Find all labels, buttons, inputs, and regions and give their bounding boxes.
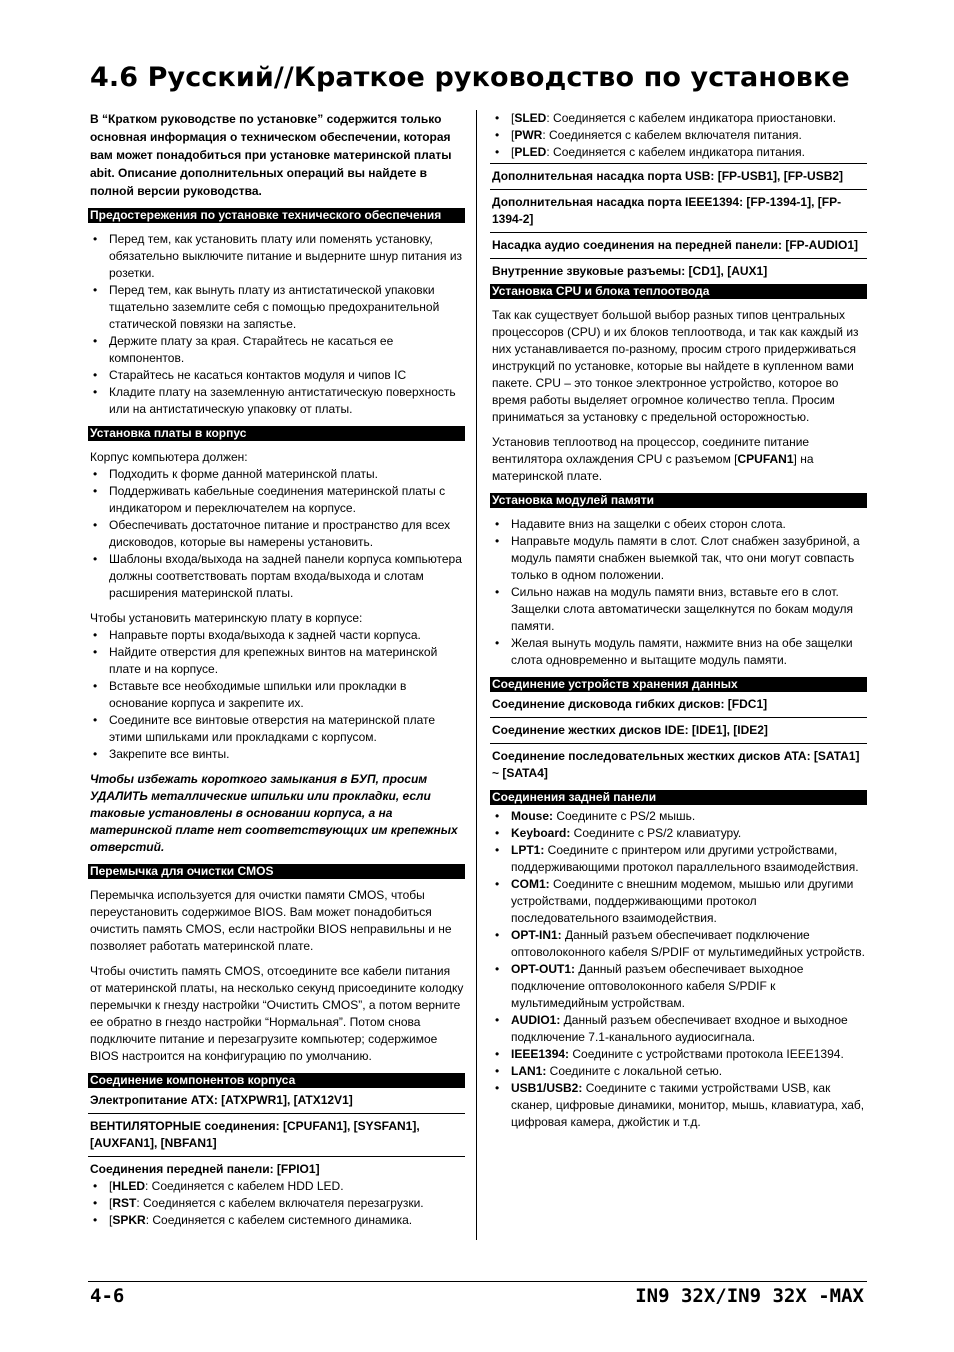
list-item: • Сильно нажав на модуль памяти вниз, вставьте его в слот. Защелки слота автоматически защелкнутся по бокам модуля памяти. — [490, 584, 867, 635]
list-item: • [HLED: Соединяется с кабелем HDD LED. — [88, 1178, 465, 1195]
list-item: • Кладите плату на заземленную антистатическую поверхность или на антистатическую упаковку от платы. — [88, 384, 465, 418]
list-item: • Держите плату за края. Старайтесь не касаться ее компонентов. — [88, 333, 465, 367]
column-divider — [476, 110, 477, 1240]
cpu-paragraph-1: Так как существует большой выбор разных типов центральных процессоров (CPU) и их блоков теплоотвода, и так как каждый из них устанавливается по-разному, просим строго придерживаться инструкций по установке, которые вы найдете в купленном вами пакете. CPU – это тонкое электронное устройство, которое во время работы выделяет огромное количество тепла. Просим приниматься за установку с предельной осторожностью. — [492, 308, 859, 424]
list-item: • Найдите отверстия для крепежных винтов на материнской плате и на корпусе. — [88, 644, 465, 678]
sata-connectors: Соединение последовательных жестких дисков ATA: [SATA1] ~ [SATA4] — [492, 749, 860, 780]
install-steps-intro: Чтобы установить материнскую плату в корпусе: — [90, 611, 363, 625]
list-item: • Обеспечивать достаточное питание и пространство для всех дисководов, которые вы намерены установить. — [88, 517, 465, 551]
list-item: • Подходить к форме данной материнской платы. — [88, 466, 465, 483]
list-item: • LPT1: Соедините с принтером или другими устройствами, поддерживающими протокол параллельного взаимодействия. — [490, 842, 867, 876]
front-panel-list-left — [88, 1178, 465, 1229]
section-heading-rear-panel: Соединения задней панели — [490, 790, 867, 805]
list-item: • Направьте порты входа/выхода к задней части корпуса. — [88, 627, 465, 644]
list-item: • LAN1: Соедините с локальной сетью. — [490, 1063, 867, 1080]
front-panel-connector: Соединения передней панели: [FPIO1] — [90, 1162, 320, 1176]
section-heading-case-components: Соединение компонентов корпуса — [88, 1073, 465, 1088]
ieee1394-header: Дополнительная насадка порта IEEE1394: [FP-1394-1], [FP-1394-2] — [490, 190, 867, 233]
list-item: • COM1: Соедините с внешним модемом, мышью или другими устройствами, поддерживающими протокол последовательного взаимодействия. — [490, 876, 867, 927]
list-item: • Перед тем, как вынуть плату из антистатической упаковки тщательно заземлите себя с помощью предохранительной статической повязки на запястье. — [88, 282, 465, 333]
list-item: • Шаблоны входа/выхода на задней панели корпуса компьютера должны соответствовать портам входа/выхода и слотам расширения материнской платы. — [88, 551, 465, 602]
list-item: • Желая вынуть модуль памяти, нажмите вниз на обе защелки слота одновременно и вытащите модуль памяти. — [490, 635, 867, 669]
fdc-connector: Соединение дисковода гибких дисков: [FDC1] — [490, 694, 867, 718]
rear-panel-list — [490, 808, 867, 1131]
atx-power-connector: Электропитание ATX: [ATXPWR1], [ATX12V1] — [88, 1090, 465, 1114]
section-heading-precautions: Предостережения по установке технического обеспечения — [88, 208, 465, 223]
cmos-paragraph-2: Чтобы очистить память CMOS, отсоедините все кабели питания от материнской платы, на несколько секунд присоедините колодку перемычки к гнезду настройки “Очистить CMOS”, а потом верните ее обратно в гнездо настройки “Нормальная”. Потом снова подключите питание и перезагрузите компьютер; содержимое BIOS настроится на конфигурацию по умолчанию. — [90, 964, 464, 1063]
list-item: • Keyboard: Соедините с PS/2 клавиатуру. — [490, 825, 867, 842]
left-column — [88, 110, 465, 1229]
list-item: • IEEE1394: Соедините с устройствами протокола IEEE1394. — [490, 1046, 867, 1063]
install-steps-list — [88, 627, 465, 763]
case-requirements-list — [88, 466, 465, 602]
precautions-list — [88, 231, 465, 418]
list-item: • OPT-IN1: Данный разъем обеспечивает подключение оптоволоконного кабеля S/PDIF от мультимедийных устройств. — [490, 927, 867, 961]
cpu-paragraph-2: Установив теплоотвод на процессор, соедините питание вентилятора охлаждения CPU с разъемом [CPUFAN1] на материнской плате. — [492, 435, 814, 483]
list-item: • Mouse: Соедините с PS/2 мышь. — [490, 808, 867, 825]
page-number: 4-6 — [90, 1285, 125, 1307]
section-heading-storage: Соединение устройств хранения данных — [490, 677, 867, 692]
usb-header: Дополнительная насадка порта USB: [FP-USB1], [FP-USB2] — [490, 164, 867, 190]
list-item: • [PWR: Соединяется с кабелем включателя питания. — [490, 127, 867, 144]
model-name: IN9 32X/IN9 32X -MAX — [635, 1285, 864, 1307]
list-item: • Поддерживать кабельные соединения материнской платы с индикатором и переключателем на корпусе. — [88, 483, 465, 517]
section-heading-cpu: Установка CPU и блока теплоотвода — [490, 284, 867, 299]
fan-connectors: ВЕНТИЛЯТОРНЫЕ соединения: [CPUFAN1], [SYSFAN1], [AUXFAN1], [NBFAN1] — [88, 1114, 465, 1157]
cmos-paragraph-1: Перемычка используется для очистки памяти CMOS, чтобы переустановить содержимое BIOS. Вам может понадобиться очистить память CMOS, если настройки BIOS неправильны и не позволяет работать материнской плате. — [90, 888, 452, 953]
list-item: • Перед тем, как установить плату или поменять установку, обязательно выключите питание и выдерните шнур питания из розетки. — [88, 231, 465, 282]
internal-audio-connectors: Внутренние звуковые разъемы: [CD1], [AUX1] — [492, 264, 768, 278]
memory-list — [490, 516, 867, 669]
front-panel-list-right — [490, 110, 867, 161]
page-title: 4.6 Русский//Краткое руководство по установке — [90, 62, 850, 93]
list-item: • [PLED: Соединяется с кабелем индикатора питания. — [490, 144, 867, 161]
right-column — [490, 110, 867, 1131]
footer-rule — [88, 1281, 867, 1282]
list-item: • [RST: Соединяется с кабелем включателя перезагрузки. — [88, 1195, 465, 1212]
short-circuit-warning: Чтобы избежать короткого замыкания в БУП, просим УДАЛИТЬ металлические шпильки или прокладки, если таковые установлены в основании корпуса, а на материнской плате нет соответствующих им крепежных отверстий. — [90, 772, 458, 854]
list-item: • [SLED: Соединяется с кабелем индикатора приостановки. — [490, 110, 867, 127]
front-audio-header: Насадка аудио соединения на передней панели: [FP-AUDIO1] — [490, 233, 867, 259]
section-heading-cmos: Перемычка для очистки CMOS — [88, 864, 465, 879]
list-item: • Вставьте все необходимые шпильки или прокладки в основание корпуса и закрепите их. — [88, 678, 465, 712]
list-item: • Старайтесь не касаться контактов модуля и чипов IC — [88, 367, 465, 384]
ide-connectors: Соединение жестких дисков IDE: [IDE1], [IDE2] — [490, 718, 867, 744]
list-item: • USB1/USB2: Соедините с такими устройствами USB, как сканер, цифровые динамики, монитор, мышь, клавиатура, хаб, цифровая камера, джойстик и т.д. — [490, 1080, 867, 1131]
section-heading-memory: Установка модулей памяти — [490, 493, 867, 508]
intro-text: В “Кратком руководстве по установке” содержится только основная информация о техническом обеспечении, которая вам может понадобиться при установке материнской платы abit. Описание дополнительных операций вы найдете в полной версии руководства. — [90, 112, 452, 198]
list-item: • Закрепите все винты. — [88, 746, 465, 763]
list-item: • Направьте модуль памяти в слот. Слот снабжен зазубриной, а модуль памяти снабжен выемкой так, что они могут совпасть только в одном положении. — [490, 533, 867, 584]
list-item: • Надавите вниз на защелки с обеих сторон слота. — [490, 516, 867, 533]
section-heading-case-install: Установка платы в корпус — [88, 426, 465, 441]
list-item: • Соедините все винтовые отверстия на материнской плате этими шпильками или прокладками с корпусом. — [88, 712, 465, 746]
list-item: • OPT-OUT1: Данный разъем обеспечивает выходное подключение оптоволоконного кабеля S/PDIF к мультимедийным устройствам. — [490, 961, 867, 1012]
list-item: • [SPKR: Соединяется с кабелем системного динамика. — [88, 1212, 465, 1229]
list-item: • AUDIO1: Данный разъем обеспечивает входное и выходное подключение 7.1-канального аудиосигнала. — [490, 1012, 867, 1046]
case-requirements-intro: Корпус компьютера должен: — [90, 450, 248, 464]
